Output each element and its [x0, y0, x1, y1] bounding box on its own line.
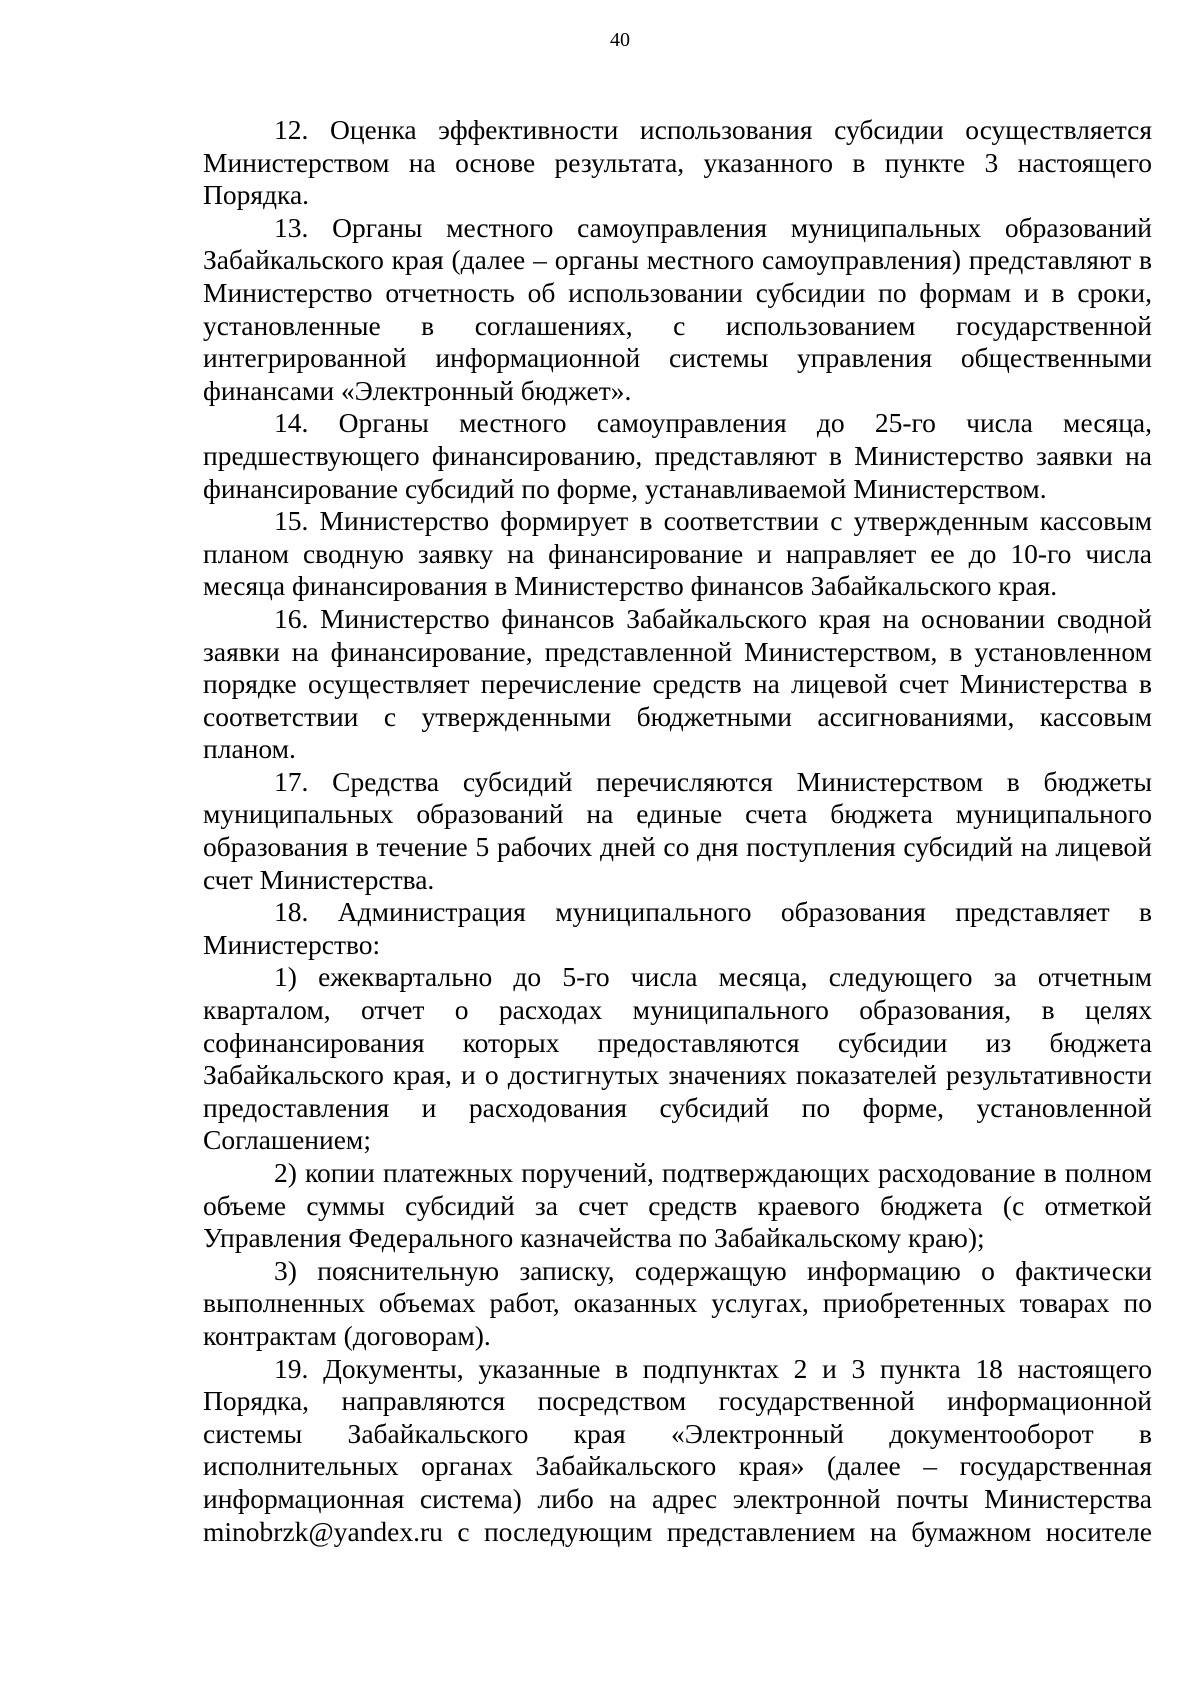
page-number: 40 — [610, 29, 630, 51]
paragraph-18: 18. Администрация муниципального образования представляет в Министерство: — [203, 896, 1152, 960]
paragraph-16: 16. Министерство финансов Забайкальского края на основании сводной заявки на финансирование, представленной Министерством, в установленном порядке осуществляет перечисление средств на лицевой счет Министерства в соответствии с утвержденными бюджетными ассигнованиями, кассовым планом. — [203, 602, 1152, 765]
subitem-18-3: 3) пояснительную записку, содержащую информацию о фактически выполненных объемах работ, оказанных услугах, приобретенных товарах по контрактам (договорам). — [203, 1254, 1152, 1351]
paragraph-15: 15. Министерство формирует в соответствии с утвержденным кассовым планом сводную заявку на финансирование и направляет ее до 10-го числа месяца финансирования в Министерство финансов Забайкальского края. — [203, 505, 1152, 602]
document-body — [203, 114, 1152, 1548]
paragraph-12: 12. Оценка эффективности использования субсидии осуществляется Министерством на основе результата, указанного в пункте 3 настоящего Порядка. — [203, 114, 1152, 211]
subitem-18-1: 1) ежеквартально до 5-го числа месяца, следующего за отчетным кварталом, отчет о расходах муниципального образования, в целях софинансирования которых предоставляются субсидии из бюджета Забайкальского края, и о достигнутых значениях показателей результативности предоставления и расходования субсидий по форме, установленной Соглашением; — [203, 961, 1152, 1156]
subitem-18-2: 2) копии платежных поручений, подтверждающих расходование в полном объеме суммы субсидий за счет средств краевого бюджета (с отметкой Управления Федерального казначейства по Забайкальскому краю); — [203, 1157, 1152, 1254]
paragraph-13: 13. Органы местного самоуправления муниципальных образований Забайкальского края (далее – органы местного самоуправления) представляют в Министерство отчетность об использовании субсидии по формам и в сроки, установленные в соглашениях, с использованием государственной интегрированной информационной системы управления общественными финансами «Электронный бюджет». — [203, 211, 1152, 406]
paragraph-17: 17. Средства субсидий перечисляются Министерством в бюджеты муниципальных образований на единые счета бюджета муниципального образования в течение 5 рабочих дней со дня поступления субсидий на лицевой счет Министерства. — [203, 765, 1152, 895]
paragraph-19: 19. Документы, указанные в подпунктах 2 и 3 пункта 18 настоящего Порядка, направляются посредством государственной информационной системы Забайкальского края «Электронный документооборот в исполнительных органах Забайкальского края» (далее – государственная информационная система) либо на адрес электронной почты Министерства minobrzk@yandex.ru с последующим представлением на бумажном носителе — [203, 1352, 1152, 1547]
paragraph-14: 14. Органы местного самоуправления до 25-го числа месяца, предшествующего финансированию, представляют в Министерство заявки на финансирование субсидий по форме, устанавливаемой Министерством. — [203, 407, 1152, 504]
